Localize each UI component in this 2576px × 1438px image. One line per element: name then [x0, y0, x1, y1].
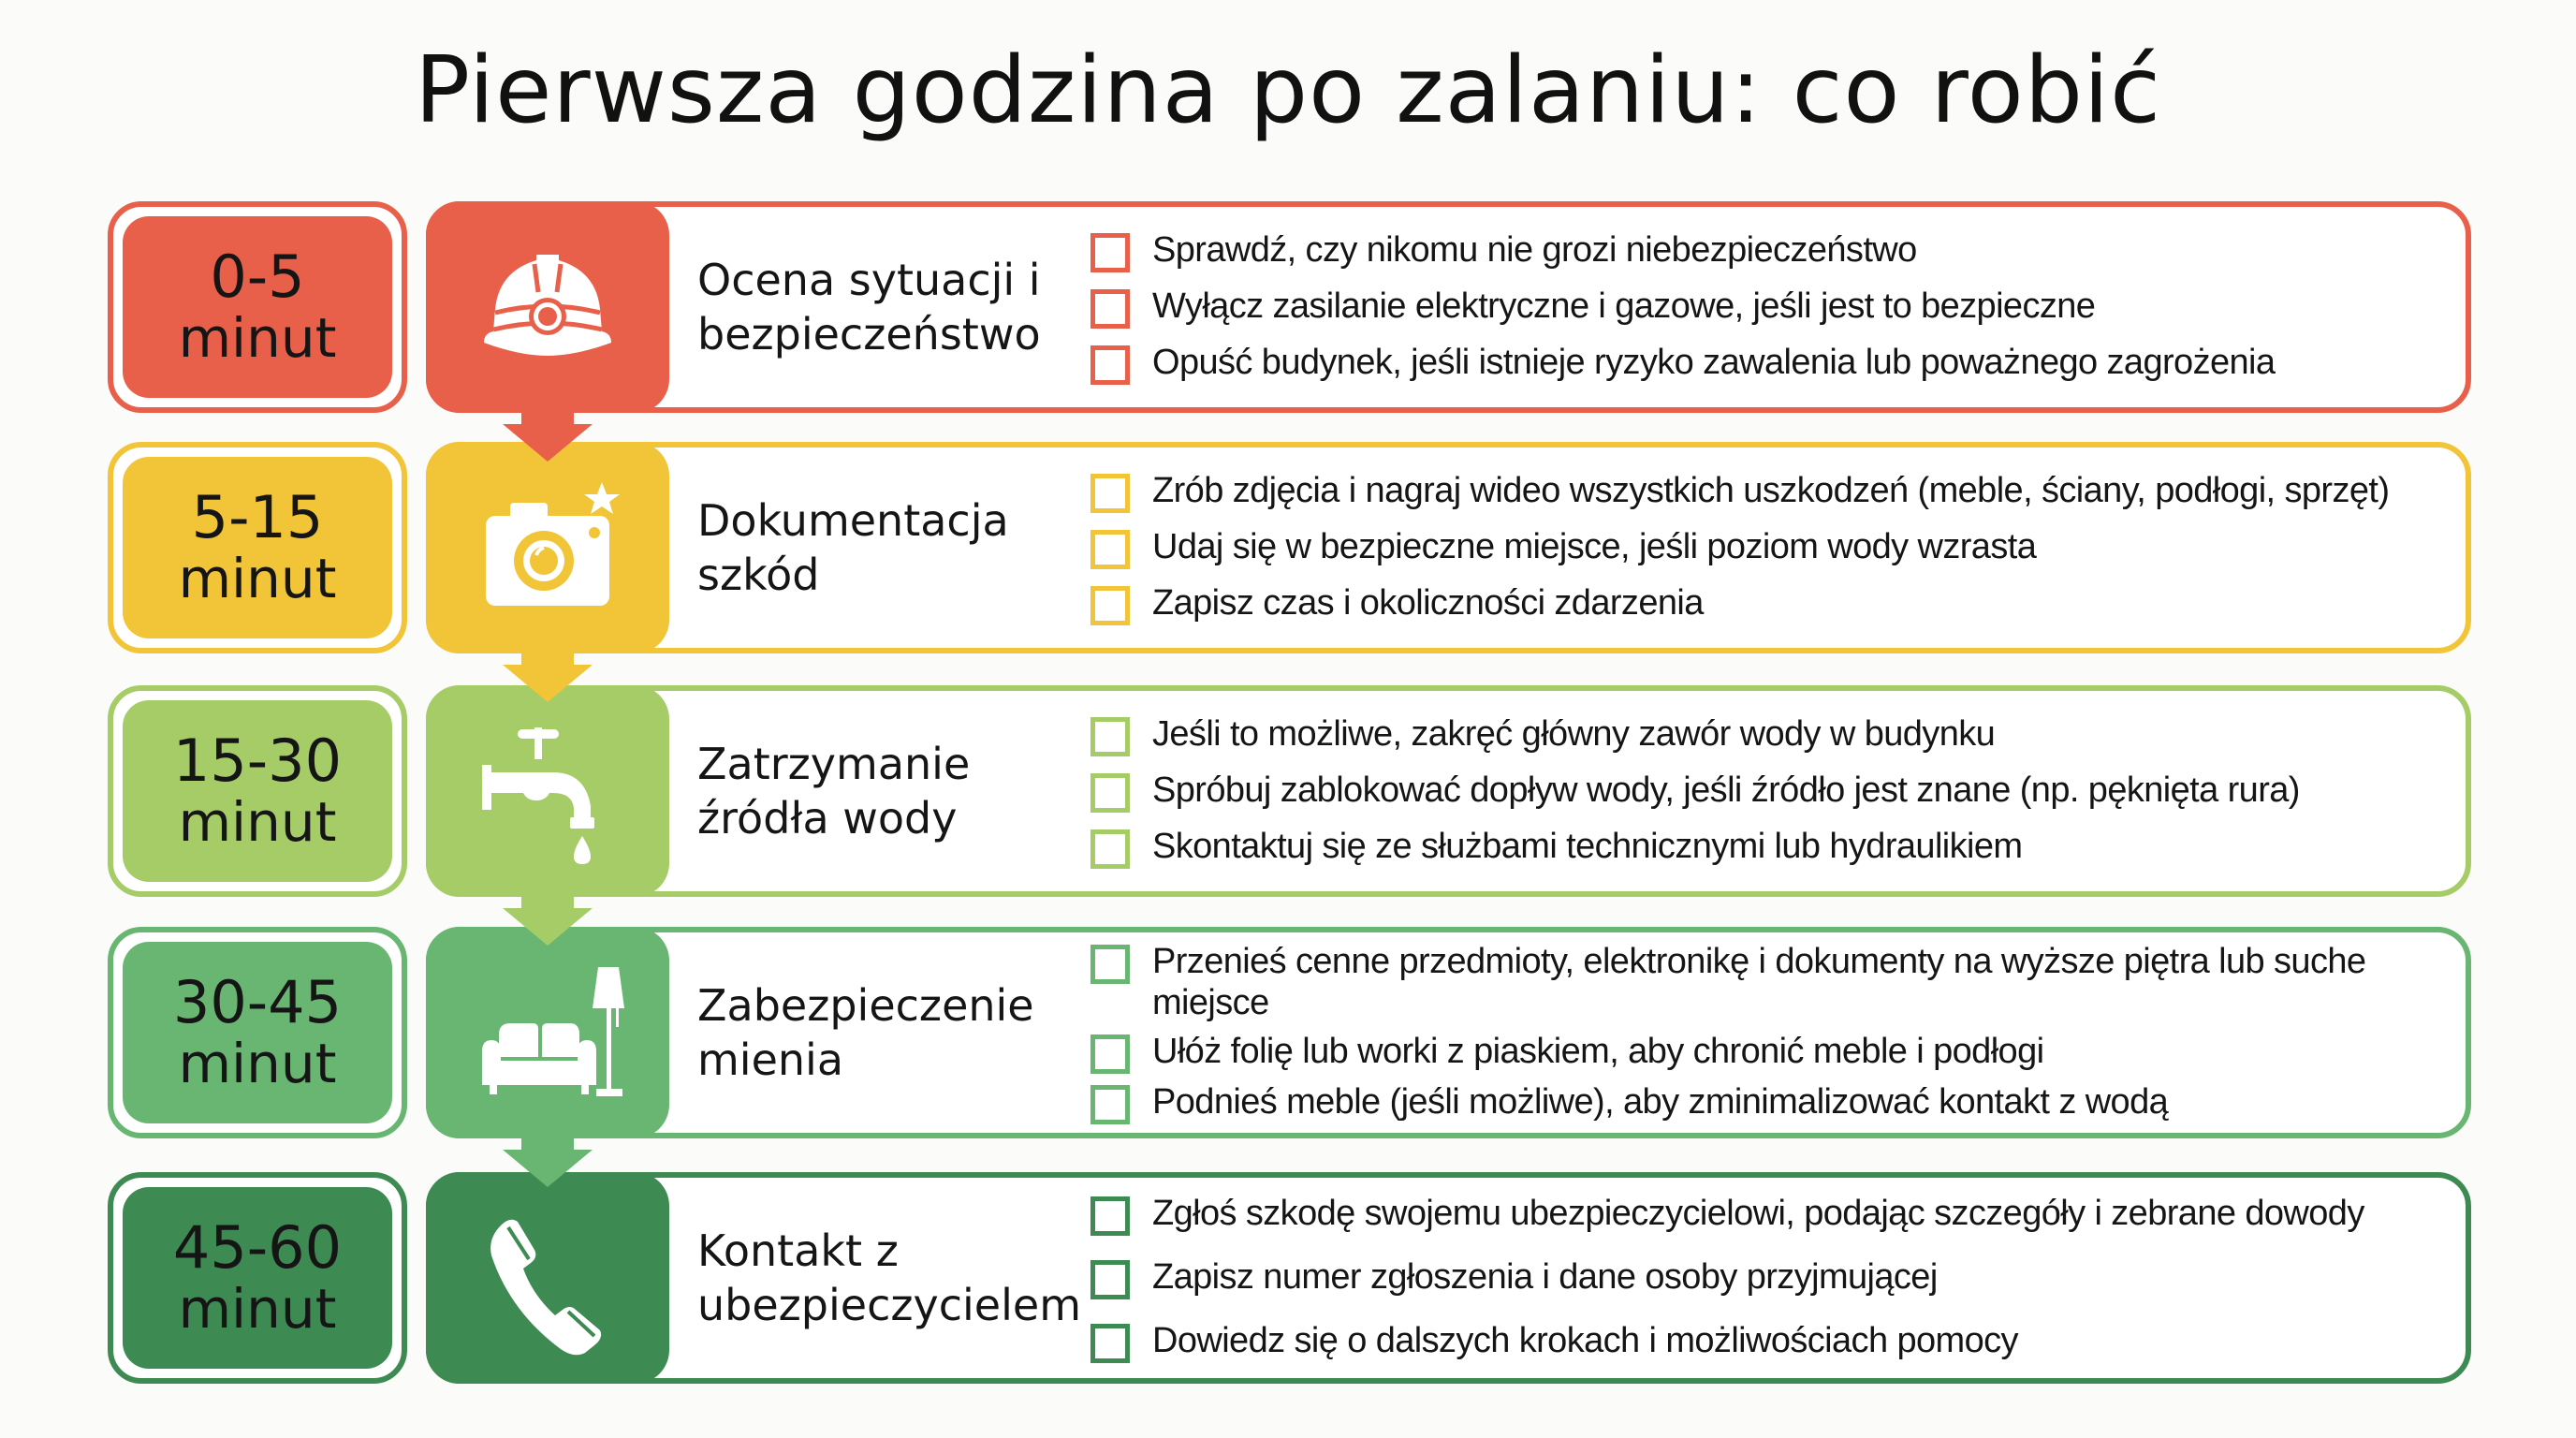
step-row-45-60 — [0, 1172, 2576, 1384]
checkbox[interactable] — [1090, 773, 1130, 813]
checklist-item[interactable]: Przenieś cenne przedmioty, elektronikę i dokumenty na wyższe piętra lub suche miejsce — [1090, 941, 2457, 1023]
time-badge — [108, 201, 407, 413]
time-unit: minut — [178, 790, 337, 854]
arrow-down-icon — [501, 889, 594, 946]
step-row-15-30 — [0, 685, 2576, 897]
arrow-down-icon — [501, 646, 594, 702]
step-row-0-5 — [0, 201, 2576, 413]
checklist — [1090, 442, 2457, 653]
checklist-item[interactable]: Wyłącz zasilanie elektryczne i gazowe, jeśli jest to bezpieczne — [1090, 286, 2457, 329]
time-range: 15-30 — [172, 726, 343, 795]
time-unit: minut — [178, 1277, 337, 1341]
time-range: 30-45 — [172, 968, 343, 1036]
checkbox[interactable] — [1090, 829, 1130, 869]
step-row-5-15 — [0, 442, 2576, 653]
checklist-item[interactable]: Zapisz czas i okoliczności zdarzenia — [1090, 582, 2457, 625]
checkbox[interactable] — [1090, 233, 1130, 272]
checklist-item[interactable]: Zapisz numer zgłoszenia i dane osoby przyjmującej — [1090, 1256, 2457, 1299]
checklist-item[interactable]: Udaj się w bezpieczne miejsce, jeśli poziom wody wzrasta — [1090, 526, 2457, 569]
checklist-item[interactable]: Zrób zdjęcia i nagraj wideo wszystkich uszkodzeń (meble, ściany, podłogi, sprzęt) — [1090, 470, 2457, 513]
checklist-item[interactable]: Opuść budynek, jeśli istnieje ryzyko zawalenia lub poważnego zagrożenia — [1090, 342, 2457, 385]
time-badge — [108, 1172, 407, 1384]
step-title: Dokumentacja szkód — [697, 495, 1009, 600]
camera-icon — [426, 442, 669, 653]
sofa-lamp-icon — [426, 927, 669, 1138]
checkbox[interactable] — [1090, 530, 1130, 569]
time-range: 5-15 — [191, 483, 324, 551]
time-unit: minut — [178, 547, 337, 610]
arrow-down-icon — [501, 1131, 594, 1187]
page-title: Pierwsza godzina po zalaniu: co robić — [414, 37, 2162, 144]
step-row-30-45 — [0, 927, 2576, 1138]
checklist-item[interactable]: Zgłoś szkodę swojemu ubezpieczycielowi, podając szczegóły i zebrane dowody — [1090, 1193, 2457, 1236]
checkbox[interactable] — [1090, 1034, 1130, 1074]
checkbox[interactable] — [1090, 289, 1130, 329]
checkbox[interactable] — [1090, 474, 1130, 513]
time-range: 0-5 — [210, 242, 305, 311]
checklist-item[interactable]: Dowiedz się o dalszych krokach i możliwościach pomocy — [1090, 1320, 2457, 1363]
checklist — [1090, 1172, 2457, 1384]
arrow-down-icon — [501, 405, 594, 462]
checklist-item[interactable]: Podnieś meble (jeśli możliwe), aby zminimalizować kontakt z wodą — [1090, 1081, 2457, 1124]
step-title: Zatrzymanie źródła wody — [697, 739, 971, 844]
checkbox[interactable] — [1090, 345, 1130, 385]
checklist-item[interactable]: Skontaktuj się ze służbami technicznymi lub hydraulikiem — [1090, 826, 2457, 869]
checklist-item[interactable]: Sprawdź, czy nikomu nie grozi niebezpieczeństwo — [1090, 229, 2457, 272]
checkbox[interactable] — [1090, 1324, 1130, 1363]
checkbox[interactable] — [1090, 1085, 1130, 1124]
time-range: 45-60 — [172, 1213, 343, 1282]
step-title: Kontakt z ubezpieczycielem — [697, 1225, 1082, 1330]
checklist-item[interactable]: Ułóż folię lub worki z piaskiem, aby chronić meble i podłogi — [1090, 1031, 2457, 1074]
checkbox[interactable] — [1090, 717, 1130, 756]
checklist — [1090, 927, 2457, 1138]
time-badge — [108, 927, 407, 1138]
step-title: Zabezpieczenie mienia — [697, 980, 1034, 1085]
checklist-item[interactable]: Spróbuj zablokować dopływ wody, jeśli źródło jest znane (np. pęknięta rura) — [1090, 770, 2457, 813]
time-unit: minut — [178, 1032, 337, 1095]
checkbox[interactable] — [1090, 1196, 1130, 1236]
time-badge — [108, 442, 407, 653]
time-unit: minut — [178, 306, 337, 370]
checkbox[interactable] — [1090, 1260, 1130, 1299]
phone-icon — [426, 1172, 669, 1384]
step-title: Ocena sytuacji i bezpieczeństwo — [697, 255, 1041, 360]
checklist — [1090, 685, 2457, 897]
time-badge — [108, 685, 407, 897]
checkbox[interactable] — [1090, 586, 1130, 625]
checkbox[interactable] — [1090, 945, 1130, 984]
hard-hat-icon — [426, 201, 669, 413]
checklist-item[interactable]: Jeśli to możliwe, zakręć główny zawór wody w budynku — [1090, 713, 2457, 756]
checklist — [1090, 201, 2457, 413]
water-tap-icon — [426, 685, 669, 897]
